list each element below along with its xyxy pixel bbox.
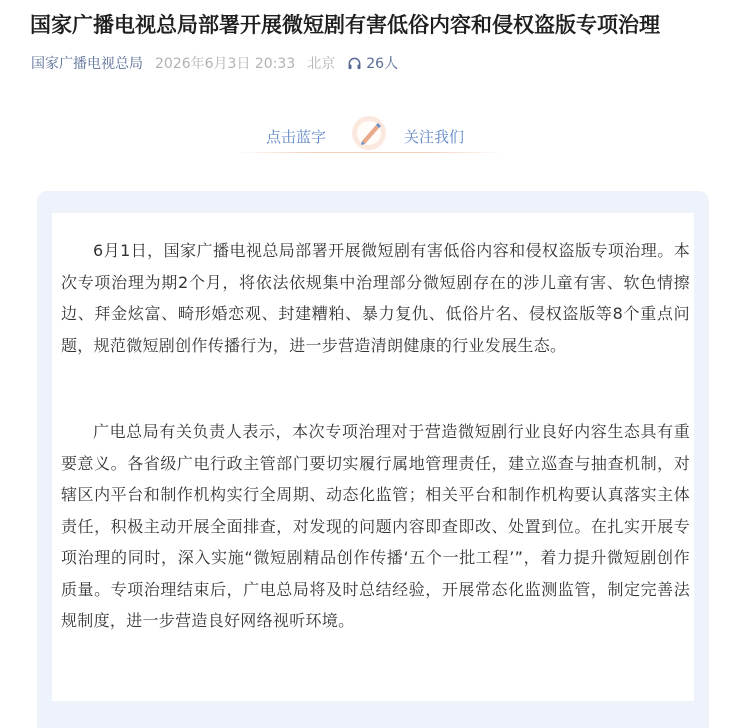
article-paragraph-1: 6月1日，国家广播电视总局部署开展微短剧有害低俗内容和侵权盗版专项治理。本次专项治理为期2个月，将依法依规集中治理部分微短剧存在的涉儿童有害、软色情擦边、拜金炫富、畸形婚恋观、封建糟粕、暴力复仇、低俗片名、侵权盗版等8个重点问题，规范微短剧创作传播行为，进一步营造清朗健康的行业发展生态。 <box>61 241 690 355</box>
article-meta <box>31 52 398 74</box>
publish-location: 北京 <box>307 56 336 72</box>
listen-count: 26人 <box>366 56 399 72</box>
article-paragraph-2: 广电总局有关负责人表示，本次专项治理对于营造微短剧行业良好内容生态具有重要意义。各省级广电行政主管部门要切实履行属地管理责任，建立巡查与抽查机制，对辖区内平台和制作机构实行全周期、动态化监管；相关平台和制作机构要认真落实主体责任，积极主动开展全面排查，对发现的问题内容即查即改、处置到位。在扎实开展专项治理的同时，深入实施“微短剧精品创作传播‘五个一批工程’”，着力提升微短剧创作质量。专项治理结束后，广电总局将及时总结经验，开展常态化监测监管，制定完善法规制度，进一步营造良好网络视听环境。 <box>61 422 690 630</box>
account-name-link[interactable]: 国家广播电视总局 <box>31 56 143 72</box>
content-body <box>52 213 694 701</box>
follow-banner-left-text: 点击蓝字 <box>266 128 327 146</box>
follow-banner-divider <box>236 152 504 153</box>
publish-date: 2026年6月3日 20:33 <box>155 56 296 72</box>
headphones-icon <box>347 56 362 71</box>
article-title: 国家广播电视总局部署开展微短剧有害低俗内容和侵权盗版专项治理 <box>30 13 660 37</box>
pen-emblem-icon <box>350 114 390 152</box>
follow-banner-right-text: 关注我们 <box>404 128 465 146</box>
follow-banner[interactable] <box>236 114 504 154</box>
listen-button[interactable] <box>347 53 398 73</box>
content-card <box>37 191 709 728</box>
